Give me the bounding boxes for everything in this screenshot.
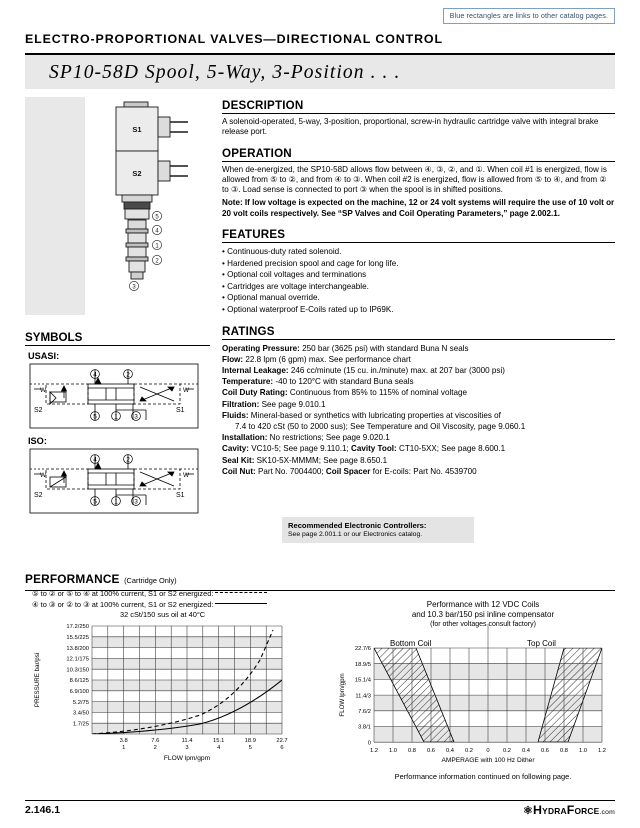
continued-note: Performance information continued on following page. [394, 772, 572, 781]
iso-label: ISO: [28, 436, 47, 446]
svg-text:17.2/250: 17.2/250 [66, 624, 89, 631]
coil-label-s1: S1 [132, 125, 142, 134]
svg-text:7.6/2: 7.6/2 [358, 709, 371, 715]
brand-logo [523, 803, 615, 817]
rating-label: Fluids: [222, 410, 249, 420]
svg-text:6: 6 [280, 745, 284, 751]
operation-heading: OPERATION [222, 147, 615, 162]
rating-value: SK10-5X-MMMM; See page 8.650.1 [254, 455, 388, 465]
rating-value: See page 9.010.1 [259, 399, 326, 409]
oil-viscosity-note: 32 cSt/150 sus oil at 40°C [120, 610, 206, 619]
legend-row-solid [32, 600, 267, 611]
list-item: • Optional waterproof E-Coils rated up to IP69K. [222, 304, 615, 316]
x-axis-label: AMPERAGE with 100 Hz Dither [441, 757, 535, 764]
performance-heading: PERFORMANCE [25, 572, 120, 586]
svg-text:0.2: 0.2 [502, 748, 512, 754]
bottom-coil-label: Bottom Coil [390, 639, 432, 648]
svg-text:0.8: 0.8 [407, 748, 417, 754]
rating-value-2: CT10-5XX; See page 8.600.1 [396, 444, 506, 454]
flow-amperage-chart [338, 600, 616, 775]
svg-text:3: 3 [134, 498, 138, 506]
svg-text:5: 5 [248, 745, 252, 751]
brand-dotcom: .com [599, 809, 615, 816]
svg-text:15.1: 15.1 [213, 738, 225, 744]
rating-label: Temperature: [222, 377, 274, 387]
svg-text:1.7/25: 1.7/25 [72, 721, 89, 728]
svg-text:0.6: 0.6 [426, 748, 436, 754]
svg-text:7.6: 7.6 [151, 738, 160, 744]
features-list [222, 246, 615, 316]
y-axis-label: PRESSURE bar/psi [34, 652, 41, 708]
svg-text:12.1/175: 12.1/175 [66, 656, 89, 663]
svg-text:13.8/200: 13.8/200 [66, 645, 89, 652]
ratings-list [222, 343, 615, 477]
usasi-label: USASI: [28, 351, 60, 361]
svg-text:4: 4 [93, 371, 97, 379]
page-title: SP10-58D Spool, 5-Way, 3-Position . . . [49, 62, 401, 83]
rating-value: 246 cc/minute (15 cu. in./minute) max. at 207 bar (3000 psi) [288, 366, 505, 376]
ratings-heading: RATINGS [222, 325, 615, 340]
rating-label: Filtration: [222, 399, 260, 409]
rating-label: Operating Pressure: [222, 343, 300, 353]
rating-value: Continuous from 85% to 115% of nominal voltage [287, 388, 468, 398]
rating-value: Mineral-based or synthetics with lubricating properties at viscosities of [248, 410, 501, 420]
svg-text:1.2: 1.2 [369, 748, 379, 754]
legend-row-dashed [32, 589, 267, 600]
svg-text:5: 5 [155, 214, 159, 221]
brand-f: F [566, 803, 575, 817]
list-item: • Optional coil voltages and terminations [222, 269, 615, 281]
recommended-controllers-box[interactable] [282, 517, 474, 543]
rating-value: 250 bar (3625 psi) with standard Buna N seals [299, 343, 469, 353]
list-item: • Continuous-duty rated solenoid. [222, 246, 615, 258]
rating-label: Seal Kit: [222, 455, 255, 465]
top-coil-label: Top Coil [527, 639, 556, 648]
rating-label: Coil Duty Rating: [222, 388, 288, 398]
rating-row [222, 376, 615, 387]
brand-h: H [533, 803, 543, 817]
svg-text:S1: S1 [176, 407, 185, 414]
dashed-line-sample [215, 592, 267, 593]
rating-value: No restrictions; See page 9.020.1 [267, 433, 390, 443]
performance-legend [32, 589, 267, 610]
rating-label: Flow: [222, 354, 244, 364]
controllers-heading: Recommended Electronic Controllers: [288, 521, 427, 530]
catalog-heading: ELECTRO-PROPORTIONAL VALVES—DIRECTIONAL CONTROL [25, 32, 443, 46]
svg-text:S1: S1 [176, 492, 185, 499]
rating-row [222, 432, 615, 443]
features-heading: FEATURES [222, 228, 615, 243]
symbols-heading: SYMBOLS [25, 331, 210, 346]
svg-text:22.7/6: 22.7/6 [354, 646, 371, 653]
list-item: • Hardened precision spool and cage for long life. [222, 258, 615, 270]
pressure-flow-chart [25, 620, 335, 770]
rating-row [222, 421, 615, 432]
rating-value: VC10-5; See page 9.110.1; [249, 444, 351, 454]
svg-text:1.2: 1.2 [597, 748, 607, 754]
list-item: • Optional manual override. [222, 292, 615, 304]
brand-mark: ⚛ [522, 805, 533, 817]
iso-symbol-diagram [28, 447, 208, 515]
rating-label: Coil Nut: [222, 466, 256, 476]
svg-text:15.5/225: 15.5/225 [66, 635, 89, 641]
description-heading: DESCRIPTION [222, 99, 615, 114]
svg-text:3.8/1: 3.8/1 [358, 724, 371, 731]
rating-value: 22.8 lpm (6 gpm) max. See performance chart [243, 354, 411, 364]
svg-text:4: 4 [155, 228, 159, 235]
svg-text:1.0: 1.0 [388, 748, 398, 754]
page-number: 2.146.1 [25, 804, 61, 816]
svg-text:W: W [183, 387, 190, 394]
svg-text:5.2/75: 5.2/75 [72, 699, 89, 706]
right-title-line2: and 10.3 bar/150 psi inline compensator [411, 610, 555, 619]
rating-row [222, 410, 615, 421]
rating-value: Part No. 7004400; [255, 466, 326, 476]
rating-row [222, 365, 615, 376]
svg-text:0.8: 0.8 [559, 748, 569, 754]
right-title-line1: Performance with 12 VDC Coils [426, 600, 540, 609]
svg-text:2: 2 [153, 745, 157, 751]
svg-text:2: 2 [126, 371, 130, 379]
svg-text:W: W [183, 472, 190, 479]
rating-label-2: Coil Spacer [325, 466, 371, 476]
svg-text:0.2: 0.2 [464, 748, 474, 754]
svg-text:0: 0 [367, 740, 371, 747]
rating-label: Cavity: [222, 444, 249, 454]
svg-text:S2: S2 [34, 492, 43, 499]
svg-text:2: 2 [126, 456, 130, 464]
svg-text:1: 1 [155, 243, 159, 250]
y-axis-label: FLOW lpm/gpm [339, 673, 346, 717]
svg-text:0.4: 0.4 [445, 748, 455, 754]
list-item: • Cartridges are voltage interchangeable. [222, 281, 615, 293]
legend-label-dashed: ⑤ to ② or ⑤ to ④ at 100% current, S1 or S2 energized: [32, 589, 214, 598]
rating-row [222, 455, 615, 466]
svg-text:18.9/5: 18.9/5 [354, 661, 371, 668]
rating-row [222, 343, 615, 354]
performance-heading-row [25, 570, 615, 591]
rating-label-2: Cavity Tool: [351, 444, 397, 454]
right-title-line3: (for other voltages consult factory) [430, 621, 536, 628]
svg-text:W: W [40, 472, 47, 479]
rating-label: Installation: [222, 433, 268, 443]
link-legend-note: Blue rectangles are links to other catalog pages. [443, 8, 615, 24]
operation-note: Note: If low voltage is expected on the machine, 12 or 24 volt systems will require the use of 10 volt or 20 volt coils respectively. See “SP Valves and Coil Operating Parameters,” page 2.002.1. [222, 198, 615, 218]
rating-row [222, 399, 615, 410]
rating-row [222, 387, 615, 398]
x-axis-label: FLOW lpm/gpm [163, 755, 211, 762]
legend-label-solid: ④ to ③ or ② to ③ at 100% current, S1 or S2 energized: [32, 599, 214, 609]
svg-text:0: 0 [486, 748, 490, 754]
operation-text: When de-energized, the SP10-58D allows flow between ④, ③, ②, and ①. When coil #1 is energized, flow is allowed from ⑤ to ②, and from ④ to ③. When coil #2 is energized, flow is allowed from ⑤ to ④, and from ② to ③. Load sense is connected to port ③ when the spool is in shifted positions. [222, 164, 607, 195]
rating-value-2: for E-coils: Part No. 4539700 [370, 466, 477, 476]
description-text: A solenoid-operated, 5-way, 3-position, proportional, screw-in hydraulic cartridge valve with integral brake release port. [222, 117, 599, 137]
svg-text:4: 4 [93, 456, 97, 464]
svg-text:18.9: 18.9 [244, 738, 256, 744]
svg-text:8.6/125: 8.6/125 [69, 678, 89, 685]
svg-text:0.4: 0.4 [521, 748, 531, 754]
product-title-band [25, 53, 615, 89]
rating-row [222, 354, 615, 365]
svg-text:5: 5 [93, 413, 97, 421]
svg-text:11.4: 11.4 [181, 738, 193, 744]
rating-value: -40 to 120°C with standard Buna seals [273, 377, 414, 387]
svg-text:3: 3 [134, 413, 138, 421]
svg-text:2: 2 [155, 258, 159, 265]
svg-text:W: W [40, 387, 47, 394]
footer-divider [25, 800, 615, 801]
performance-subheading: (Cartridge Only) [124, 576, 177, 585]
svg-text:22.7: 22.7 [276, 738, 288, 744]
coil-label-s2: S2 [132, 169, 142, 178]
solid-line-sample [215, 603, 267, 604]
svg-text:3: 3 [185, 745, 189, 751]
svg-text:11.4/3: 11.4/3 [355, 693, 371, 700]
svg-text:3.4/50: 3.4/50 [72, 710, 89, 717]
svg-text:1: 1 [114, 413, 118, 421]
text-column [222, 99, 615, 477]
valve-illustration [72, 100, 212, 315]
controllers-note: See page 2.001.1 or our Electronics catalog. [288, 531, 423, 538]
svg-text:4: 4 [217, 745, 221, 751]
rating-label: Internal Leakage: [222, 366, 289, 376]
svg-text:S2: S2 [34, 407, 43, 414]
brand-ydra: YDRA [542, 806, 567, 816]
svg-text:15.1/4: 15.1/4 [354, 677, 371, 684]
svg-text:3.8: 3.8 [119, 738, 128, 744]
rating-row [222, 466, 615, 477]
rating-row [222, 443, 615, 454]
svg-text:1: 1 [122, 745, 126, 751]
svg-text:3: 3 [132, 284, 136, 291]
svg-text:6.9/100: 6.9/100 [69, 689, 89, 695]
svg-text:10.3/150: 10.3/150 [66, 667, 89, 674]
svg-text:1: 1 [114, 498, 118, 506]
svg-text:1.0: 1.0 [578, 748, 588, 754]
brand-orce: ORCE [574, 806, 600, 816]
rating-value: 7.4 to 420 cSt (50 to 2000 sus); See Temperature and Oil Viscosity, page 9.060.1 [235, 422, 526, 432]
svg-text:0.6: 0.6 [540, 748, 550, 754]
svg-text:5: 5 [93, 498, 97, 506]
usasi-symbol-diagram [28, 362, 208, 430]
